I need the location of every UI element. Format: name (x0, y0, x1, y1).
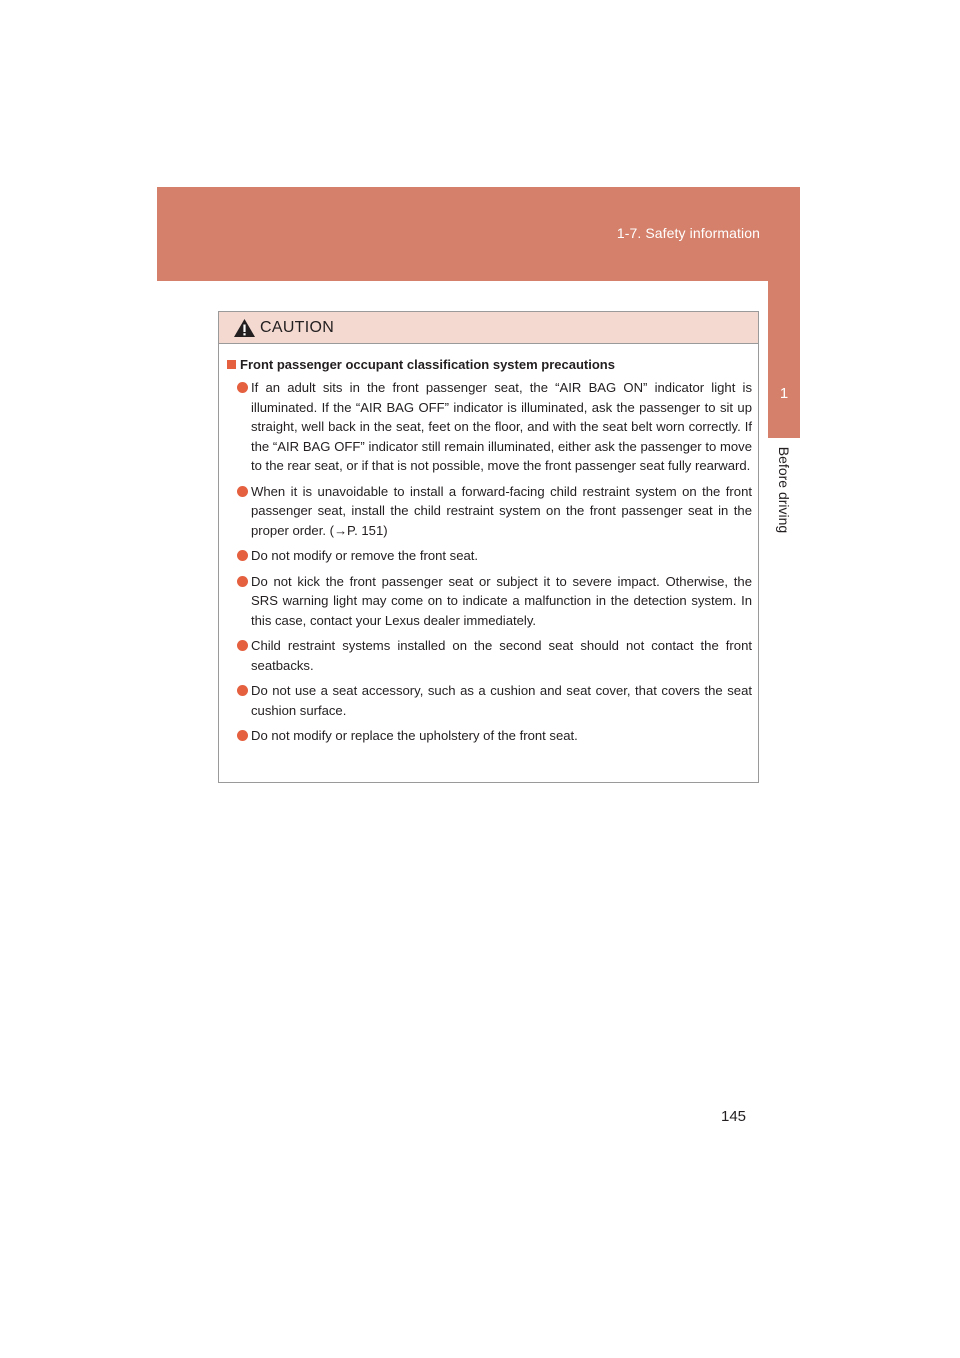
square-bullet-icon (227, 360, 236, 369)
list-item-text: Do not kick the front passenger seat or subject it to severe impact. Otherwise, the SRS warning light may come on to indicate a malfunction in the detection system. In this case, contact your Lexus dealer immediately. (251, 573, 752, 628)
bullet-dot-icon (237, 486, 248, 497)
caution-box (218, 311, 759, 783)
list-item (227, 378, 752, 476)
section-title: 1-7. Safety information (616, 225, 760, 241)
list-item (227, 726, 752, 746)
header-band (157, 187, 800, 281)
page-number: 145 (721, 1108, 747, 1125)
warning-triangle-icon (233, 318, 256, 338)
list-item-text: Do not modify or replace the upholstery of the front seat. (251, 728, 578, 743)
caution-header (219, 312, 758, 344)
caution-heading-text: Front passenger occupant classification system precautions (240, 357, 615, 372)
list-item (227, 482, 752, 541)
chapter-label: Before driving (776, 446, 792, 534)
bullet-dot-icon (237, 640, 248, 651)
bullet-dot-icon (237, 685, 248, 696)
list-item-text: Do not use a seat accessory, such as a cushion and seat cover, that covers the seat cushion surface. (251, 683, 752, 718)
list-item-text: When it is unavoidable to install a forward-facing child restraint system on the front passenger seat, install the child restraint system on the front passenger seat in the proper order. (→P. 151) (251, 483, 752, 538)
chapter-tab (768, 281, 800, 438)
bullet-dot-icon (237, 382, 248, 393)
bullet-dot-icon (237, 550, 248, 561)
bullet-dot-icon (237, 730, 248, 741)
list-item (227, 681, 752, 720)
caution-body (219, 344, 758, 746)
caution-label: CAUTION (260, 318, 335, 336)
caution-heading (227, 357, 752, 372)
list-item (227, 636, 752, 675)
list-item (227, 572, 752, 631)
list-item-text: Do not modify or remove the front seat. (251, 548, 479, 563)
list-item-text: Child restraint systems installed on the second seat should not contact the front seatbacks. (251, 638, 752, 673)
chapter-number: 1 (779, 385, 789, 402)
bullet-dot-icon (237, 576, 248, 587)
list-item (227, 546, 752, 566)
list-item-text: If an adult sits in the front passenger seat, the “AIR BAG ON” indicator light is illuminated. If the “AIR BAG OFF” indicator is illuminated, ask the passenger to sit up straight, well back in the seat, feet on the floor, and with the seat belt worn correctly. If the “AIR BAG OFF” indicator still remain illuminated, either ask the passenger to move to the rear seat, or if that is not possible, move the front passenger seat fully rearward. (251, 380, 752, 473)
